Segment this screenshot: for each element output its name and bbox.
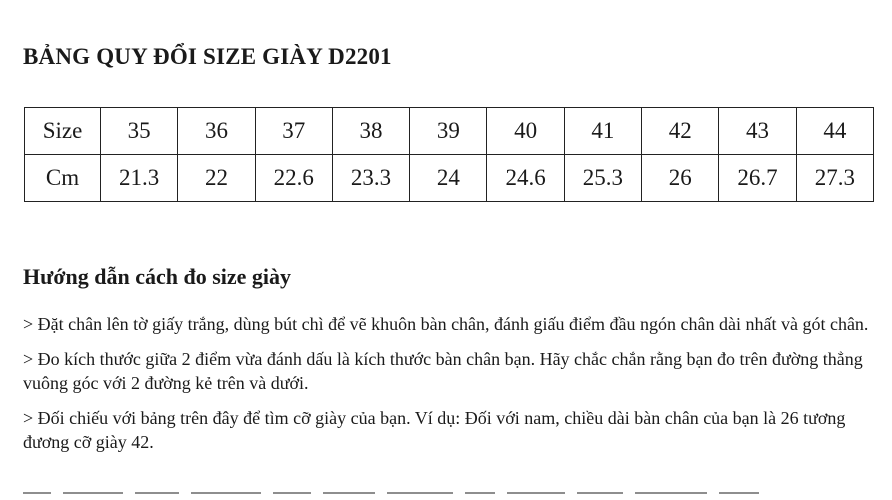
guide-step: > Đo kích thước giữa 2 điểm vừa đánh dấu là kích thước bàn chân bạn. Hãy chắc chắn rằng bạn đo trên đường thẳng vuông góc với 2 đường kẻ trên và dưới. bbox=[23, 349, 863, 393]
size-cell: 36 bbox=[178, 108, 255, 155]
size-conversion-table bbox=[24, 107, 874, 202]
size-cell: 39 bbox=[410, 108, 487, 155]
cm-cell: 24 bbox=[410, 155, 487, 202]
cm-row-label: Cm bbox=[25, 155, 101, 202]
size-cell: 35 bbox=[101, 108, 178, 155]
cm-cell: 25.3 bbox=[564, 155, 641, 202]
cm-cell: 21.3 bbox=[101, 155, 178, 202]
guide-step: > Đặt chân lên tờ giấy trắng, dùng bút chì để vẽ khuôn bàn chân, đánh giấu điểm đầu ngón chân dài nhất và gót chân. bbox=[23, 314, 869, 334]
size-cell: 37 bbox=[255, 108, 332, 155]
cm-row bbox=[25, 155, 874, 202]
size-row bbox=[25, 108, 874, 155]
guide-steps-list bbox=[23, 312, 873, 465]
cm-cell: 26 bbox=[642, 155, 719, 202]
size-cell: 38 bbox=[332, 108, 409, 155]
size-cell: 43 bbox=[719, 108, 796, 155]
cm-cell: 24.6 bbox=[487, 155, 564, 202]
size-row-label: Size bbox=[25, 108, 101, 155]
size-cell: 40 bbox=[487, 108, 564, 155]
cm-cell: 27.3 bbox=[796, 155, 873, 202]
page-title: BẢNG QUY ĐỔI SIZE GIÀY D2201 bbox=[23, 44, 392, 69]
cut-off-text-line bbox=[23, 492, 803, 500]
size-cell: 41 bbox=[564, 108, 641, 155]
guide-heading: Hướng dẫn cách đo size giày bbox=[23, 264, 292, 289]
size-cell: 42 bbox=[642, 108, 719, 155]
guide-step: > Đối chiếu với bảng trên đây để tìm cỡ giày của bạn. Ví dụ: Đối với nam, chiều dài bàn chân của bạn là 26 tương đương cỡ giày 42. bbox=[23, 408, 846, 452]
cm-cell: 23.3 bbox=[332, 155, 409, 202]
cm-cell: 22 bbox=[178, 155, 255, 202]
cm-cell: 22.6 bbox=[255, 155, 332, 202]
cm-cell: 26.7 bbox=[719, 155, 796, 202]
size-cell: 44 bbox=[796, 108, 873, 155]
